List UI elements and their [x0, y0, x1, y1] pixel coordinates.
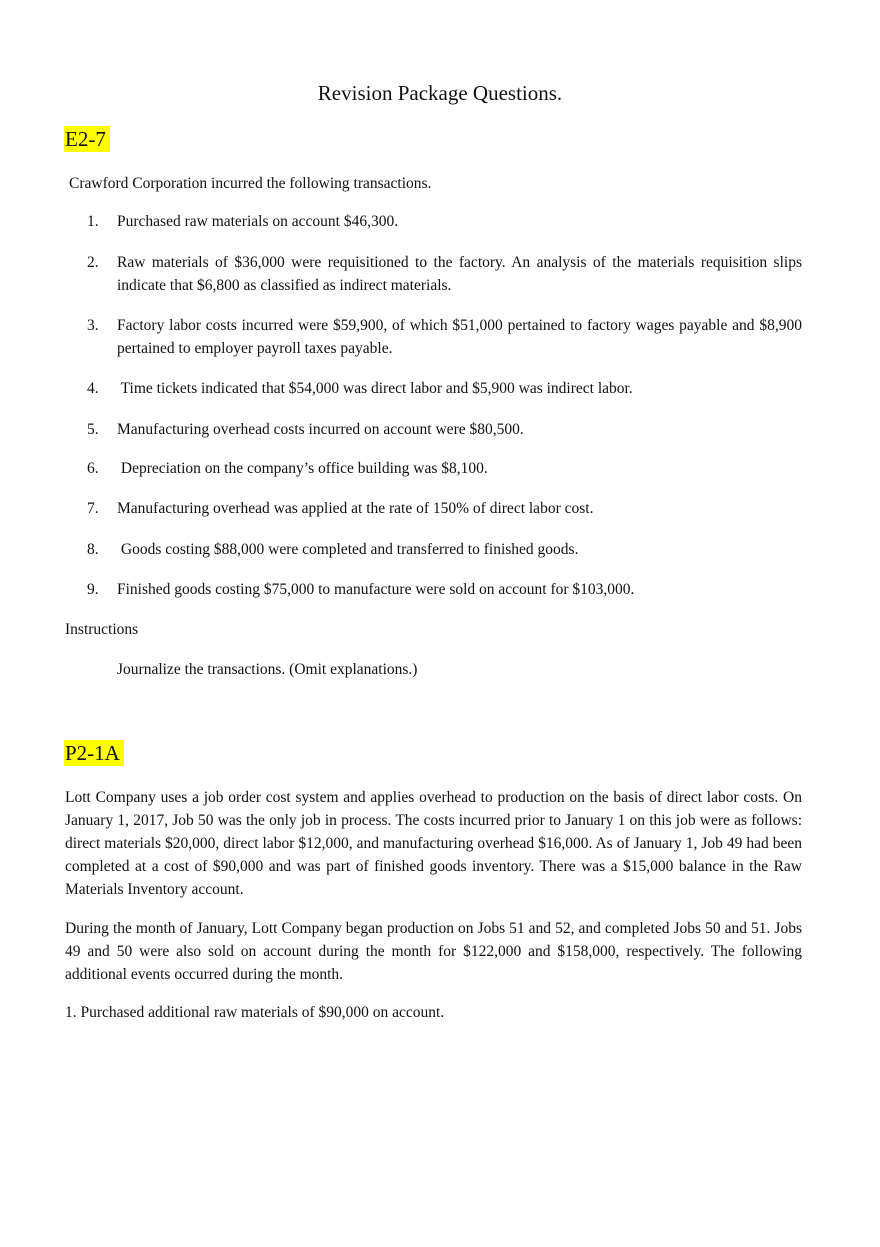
list-item-text: Raw materials of $36,000 were requisitioned to the factory. An analysis of the materials requisition slips indicate that $6,800 as classified as indirect materials.: [117, 254, 802, 294]
instructions-label: Instructions: [65, 621, 139, 638]
section1-intro: Crawford Corporation incurred the following transactions.: [69, 175, 432, 192]
list-item-text: Factory labor costs incurred were $59,900, of which $51,000 pertained to factory wages payable and $8,900 pertained to employer payroll taxes payable.: [117, 317, 802, 357]
list-item-text: Finished goods costing $75,000 to manufacture were sold on account for $103,000.: [117, 581, 635, 598]
section-heading-p2-1a: P2-1A: [64, 740, 124, 766]
list-item: [87, 578, 802, 601]
section2-paragraph: Lott Company uses a job order cost system and applies overhead to production on the basis of direct labor costs. On January 1, 2017, Job 50 was the only job in process. The costs incurred prior to January 1 on this job were as follows: direct materials $20,000, direct labor $12,000, and manufacturing overhead $16,000. As of January 1, Job 49 had been completed at a cost of $90,000 and was part of finished goods inventory. There was a $15,000 balance in the Raw Materials Inventory account.: [65, 789, 802, 898]
instructions-text: Journalize the transactions. (Omit explanations.): [117, 661, 418, 678]
list-item: [87, 210, 802, 233]
list-item-number: 3.: [87, 317, 99, 334]
page-title: Revision Package Questions.: [317, 81, 563, 105]
list-item: [87, 418, 802, 441]
list-item-number: 1.: [87, 213, 99, 230]
section-heading-e2-7: E2-7: [64, 126, 110, 152]
list-item-text: Time tickets indicated that $54,000 was direct labor and $5,900 was indirect labor.: [117, 380, 633, 397]
list-item-text: Depreciation on the company’s office building was $8,100.: [117, 460, 488, 477]
list-item-number: 7.: [87, 500, 99, 517]
list-item-number: 4.: [87, 380, 99, 397]
list-item: [87, 377, 802, 400]
list-item: [87, 314, 802, 360]
list-item: [87, 457, 802, 480]
list-item-number: 8.: [87, 541, 99, 558]
list-item-text: Manufacturing overhead costs incurred on account were $80,500.: [117, 421, 524, 438]
list-item-text: Manufacturing overhead was applied at the rate of 150% of direct labor cost.: [117, 500, 594, 517]
section2-list-item: 1. Purchased additional raw materials of $90,000 on account.: [65, 1004, 445, 1021]
list-item: [87, 538, 802, 561]
list-item-text: Goods costing $88,000 were completed and transferred to finished goods.: [117, 541, 579, 558]
list-item-number: 2.: [87, 254, 99, 271]
list-item-number: 6.: [87, 460, 99, 477]
list-item: [87, 251, 802, 297]
list-item-text: Purchased raw materials on account $46,300.: [117, 213, 399, 230]
list-item-number: 5.: [87, 421, 99, 438]
list-item-number: 9.: [87, 581, 99, 598]
list-item: [87, 497, 802, 520]
section2-paragraph: During the month of January, Lott Company began production on Jobs 51 and 52, and completed Jobs 50 and 51. Jobs 49 and 50 were also sold on account during the month for $122,000 and $158,000, respectively. The following additional events occurred during the month.: [65, 920, 802, 983]
